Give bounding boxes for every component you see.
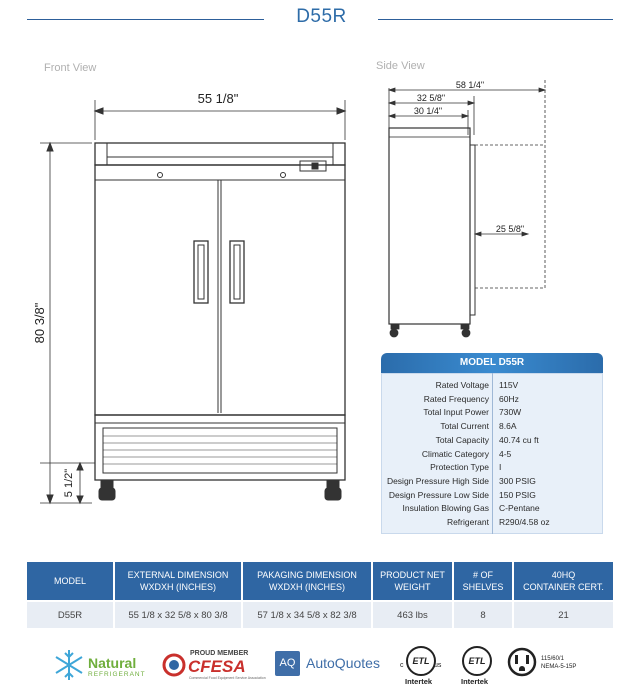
plug-outlet-icon (507, 646, 537, 678)
spec-panel (381, 353, 603, 534)
front-width-dim: 55 1/8" (197, 91, 239, 106)
spec-row-value: R290/4.58 oz (499, 517, 550, 527)
spec-row (381, 476, 603, 489)
cfesa-main-text: CFESA (188, 657, 246, 676)
table-cell-container: 21 (514, 602, 613, 628)
spec-row-value: 150 PSIG (499, 489, 536, 500)
etl-us-text: us (434, 662, 442, 669)
table-header-external-dim: EXTERNAL DIMENSION WXDXH (INCHES) (115, 562, 243, 600)
spec-row-value: 730W (499, 407, 522, 418)
side-total-dim: 58 1/4" (455, 80, 485, 90)
side-depth-dim: 32 5/8" (416, 93, 446, 103)
refrigerant-text: REFRIGERANT (88, 671, 146, 678)
spec-row (381, 517, 603, 530)
spec-row-value: 300 PSIG (499, 475, 536, 486)
cfesa-sub-text: Commercial Food Equipment Service Association (189, 676, 266, 680)
intertek-text-1: Intertek (405, 677, 433, 686)
nema-type-text: NEMA-5-15P (541, 664, 577, 670)
spec-row-label: Total Capacity (435, 434, 489, 445)
spec-row-label: Climatic Category (421, 448, 489, 459)
spec-row-label: Protection Type (430, 462, 489, 473)
spec-row-value: I (499, 462, 502, 473)
table-cell-packaging-dim: 57 1/8 x 34 5/8 x 82 3/8 (243, 602, 373, 628)
front-height-dim: 80 3/8" (32, 302, 47, 344)
page-title: D55R (296, 6, 347, 27)
spec-row (381, 503, 603, 516)
spec-header: MODEL D55R (381, 353, 603, 373)
etl-circle-1: ETL (406, 646, 436, 676)
snowflake-icon (52, 648, 86, 682)
cfesa-top-text: PROUD MEMBER (190, 650, 249, 657)
intertek-text-2: Intertek (461, 677, 489, 686)
product-table (27, 562, 613, 632)
etl-c-text: c (400, 662, 404, 669)
spec-row (381, 490, 603, 503)
etl-circle-2: ETL (462, 646, 492, 676)
table-cell-weight: 463 lbs (373, 602, 454, 628)
table-cell-shelves: 8 (454, 602, 514, 628)
spec-row-value: 60Hz (499, 393, 519, 404)
table-header-weight: PRODUCT NET WEIGHT (373, 562, 454, 600)
spec-row-label: Design Pressure High Side (386, 475, 489, 486)
spec-row (381, 394, 603, 407)
table-header-shelves: # OF SHELVES (454, 562, 514, 600)
spec-row-value: 40.74 cu ft (499, 434, 539, 445)
table-header-packaging-dim: PAKAGING DIMENSION WXDXH (INCHES) (243, 562, 373, 600)
spec-row (381, 462, 603, 475)
spec-row (381, 380, 603, 393)
spec-row-label: Total Input Power (423, 407, 489, 418)
spec-row-label: Rated Voltage (435, 380, 489, 390)
spec-row-label: Design Pressure Low Side (388, 489, 489, 500)
spec-row (381, 421, 603, 434)
spec-row-label: Total Current (440, 421, 489, 432)
autoquotes-text: AutoQuotes (306, 655, 380, 671)
side-door-dim: 25 5/8" (495, 224, 525, 234)
spec-row-value: 8.6A (499, 421, 517, 432)
natural-text: Natural (88, 655, 137, 671)
spec-row-value: 4-5 (499, 448, 512, 459)
aq-badge: AQ (275, 651, 300, 676)
table-header-model: MODEL (27, 562, 115, 600)
cfesa-emblem-icon (162, 652, 186, 678)
spec-row-label: Insulation Blowing Gas (402, 503, 489, 514)
spec-row-value: C-Pentane (499, 503, 540, 514)
table-cell-external-dim: 55 1/8 x 32 5/8 x 80 3/8 (115, 602, 243, 628)
spec-row-value: 115V (499, 380, 519, 390)
spec-row-label: Rated Frequency (423, 393, 489, 404)
side-view-drawing (0, 0, 643, 345)
side-view-label: Side View (376, 60, 425, 72)
table-header-container: 40HQ CONTAINER CERT. (514, 562, 613, 600)
nema-rating-text: 115/60/1 (541, 656, 564, 662)
front-base-dim: 5 1/2" (63, 468, 75, 498)
side-body-dim: 30 1/4" (413, 106, 443, 116)
spec-row (381, 407, 603, 420)
spec-row-label: Refrigerant (446, 517, 489, 527)
table-cell-model: D55R (27, 602, 115, 628)
front-view-label: Front View (44, 62, 97, 74)
spec-row (381, 435, 603, 448)
spec-row (381, 449, 603, 462)
